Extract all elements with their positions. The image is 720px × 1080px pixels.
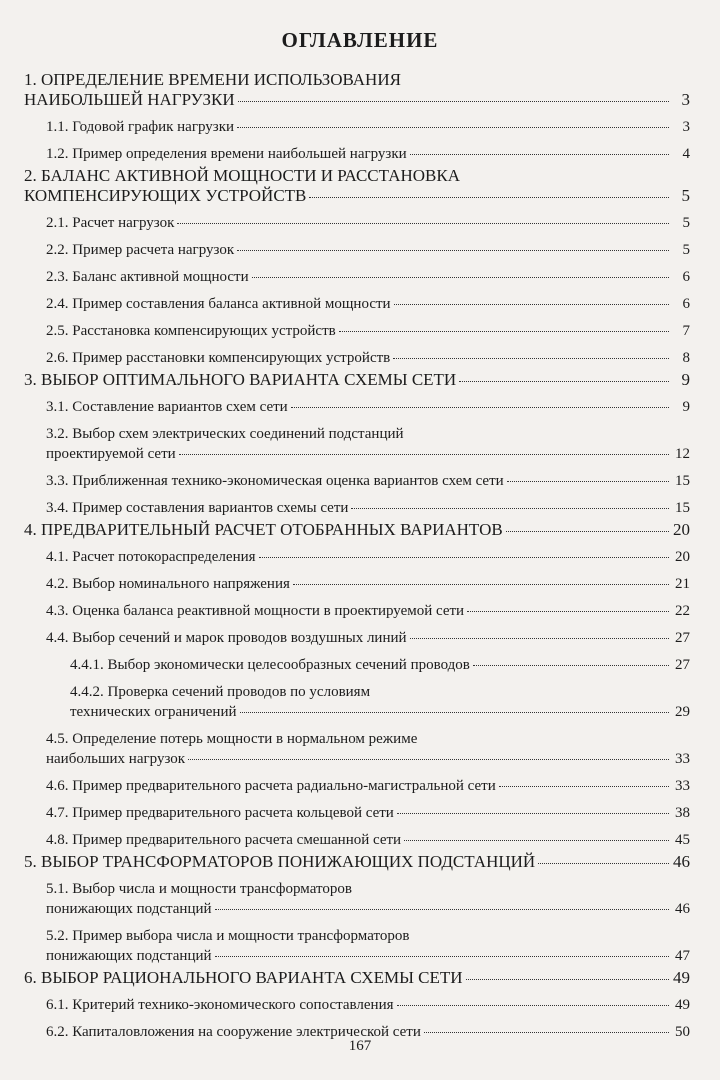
toc-entry bbox=[24, 471, 690, 491]
toc-entry bbox=[24, 294, 690, 314]
dot-leader bbox=[293, 584, 669, 585]
dot-leader bbox=[410, 154, 669, 155]
toc-entry-text: 4.8. Пример предварительного расчета смешанной сети bbox=[46, 832, 402, 848]
dot-leader bbox=[393, 358, 669, 359]
toc-page-number: 45 bbox=[675, 832, 690, 848]
toc-entry bbox=[24, 498, 690, 518]
dot-leader bbox=[188, 759, 669, 760]
dot-leader bbox=[177, 223, 669, 224]
toc-entry-text: 2.2. Пример расчета нагрузок bbox=[46, 242, 235, 258]
toc-page-number: 15 bbox=[675, 500, 690, 516]
toc-entry-text: 1.2. Пример определения времени наибольшей нагрузки bbox=[46, 146, 407, 162]
toc-page-number: 46 bbox=[675, 901, 690, 917]
toc-entry bbox=[24, 682, 690, 722]
toc-entry-text: 4.4.2. Проверка сечений проводов по условиям bbox=[70, 684, 371, 700]
dot-leader bbox=[240, 712, 669, 713]
toc-entry bbox=[24, 267, 690, 287]
toc-page-number: 5 bbox=[682, 215, 690, 231]
toc-page-number: 29 bbox=[675, 704, 690, 720]
toc-entry-text: 5. ВЫБОР ТРАНСФОРМАТОРОВ ПОНИЖАЮЩИХ ПОДСТАНЦИЙ bbox=[24, 852, 536, 871]
dot-leader bbox=[309, 197, 669, 198]
toc-page-number: 27 bbox=[675, 630, 690, 646]
toc-entry-text: 2.4. Пример составления баланса активной мощности bbox=[46, 296, 391, 312]
dot-leader bbox=[339, 331, 669, 332]
toc-page-number: 49 bbox=[673, 968, 690, 987]
dot-leader bbox=[410, 638, 669, 639]
toc-entry bbox=[24, 370, 690, 390]
toc-entry-text: 3. ВЫБОР ОПТИМАЛЬНОГО ВАРИАНТА СХЕМЫ СЕТИ bbox=[24, 370, 457, 389]
toc-page-number: 47 bbox=[675, 948, 690, 964]
toc-entry-text: 4.4. Выбор сечений и марок проводов воздушных линий bbox=[46, 630, 407, 646]
toc-entry bbox=[24, 213, 690, 233]
dot-leader bbox=[394, 304, 669, 305]
toc-entry bbox=[24, 968, 690, 988]
toc-entry bbox=[24, 601, 690, 621]
toc-entry-text: 3.4. Пример составления вариантов схемы сети bbox=[46, 500, 349, 516]
toc-entry bbox=[24, 628, 690, 648]
toc-entry bbox=[24, 144, 690, 164]
dot-leader bbox=[351, 508, 669, 509]
toc-page-number: 20 bbox=[673, 520, 690, 539]
toc-entry-text: проектируемой сети bbox=[46, 446, 176, 462]
toc-entry-text: наибольших нагрузок bbox=[46, 751, 186, 767]
toc-entry-text: 6. ВЫБОР РАЦИОНАЛЬНОГО ВАРИАНТА СХЕМЫ СЕТИ bbox=[24, 968, 463, 987]
toc-entry-text: 4.1. Расчет потокораспределения bbox=[46, 549, 256, 565]
toc-entry bbox=[24, 830, 690, 850]
dot-leader bbox=[237, 127, 669, 128]
toc-page-number: 7 bbox=[682, 323, 690, 339]
toc-page-number: 22 bbox=[675, 603, 690, 619]
dot-leader bbox=[397, 813, 669, 814]
toc-entry-text: 5.2. Пример выбора числа и мощности трансформаторов bbox=[46, 928, 410, 944]
toc-page-number: 27 bbox=[675, 657, 690, 673]
dot-leader bbox=[467, 611, 669, 612]
toc-entry-text: 2.5. Расстановка компенсирующих устройств bbox=[46, 323, 336, 339]
toc-entry-text: 4.4.1. Выбор экономически целесообразных сечений проводов bbox=[70, 657, 470, 673]
dot-leader bbox=[179, 454, 669, 455]
dot-leader bbox=[291, 407, 669, 408]
toc-entry-text: понижающих подстанций bbox=[46, 901, 212, 917]
page-number: 167 bbox=[348, 1038, 372, 1054]
toc-entry-text: 5.1. Выбор числа и мощности трансформаторов bbox=[46, 881, 352, 897]
dot-leader bbox=[424, 1032, 669, 1033]
toc-entry-text: 2.1. Расчет нагрузок bbox=[46, 215, 175, 231]
toc-page-number: 46 bbox=[673, 852, 690, 871]
toc-page-number: 5 bbox=[681, 186, 690, 205]
toc-page-number: 6 bbox=[682, 296, 690, 312]
toc-entry bbox=[24, 995, 690, 1015]
toc-entry bbox=[24, 397, 690, 417]
toc-entry-text: 3.2. Выбор схем электрических соединений подстанций bbox=[46, 426, 404, 442]
toc-page-number: 5 bbox=[682, 242, 690, 258]
toc-page-number: 3 bbox=[681, 90, 690, 109]
dot-leader bbox=[252, 277, 669, 278]
dot-leader bbox=[499, 786, 669, 787]
toc-entry-text: 1.1. Годовой график нагрузки bbox=[46, 119, 235, 135]
toc-entry-text: 2.6. Пример расстановки компенсирующих устройств bbox=[46, 350, 391, 366]
toc-entry-text: 2.3. Баланс активной мощности bbox=[46, 269, 249, 285]
toc-entry-text: 4.6. Пример предварительного расчета радиально-магистральной сети bbox=[46, 778, 496, 794]
toc-entry bbox=[24, 655, 690, 675]
toc-entry bbox=[24, 348, 690, 368]
toc-entry bbox=[24, 547, 690, 567]
toc-entry-text: понижающих подстанций bbox=[46, 948, 212, 964]
dot-leader bbox=[506, 531, 669, 532]
table-of-contents bbox=[24, 68, 690, 1042]
toc-entry bbox=[24, 424, 690, 464]
toc-entry bbox=[24, 852, 690, 872]
toc-entry-text: 4.3. Оценка баланса реактивной мощности в проектируемой сети bbox=[46, 603, 465, 619]
toc-entry-text: технических ограничений bbox=[70, 704, 237, 720]
toc-page-number: 8 bbox=[682, 350, 690, 366]
toc-entry-text: 3.1. Составление вариантов схем сети bbox=[46, 399, 288, 415]
toc-title: ОГЛАВЛЕНИЕ bbox=[281, 28, 439, 52]
toc-entry bbox=[24, 729, 690, 769]
toc-entry bbox=[24, 70, 690, 110]
dot-leader bbox=[238, 101, 669, 102]
toc-entry-text: НАИБОЛЬШЕЙ НАГРУЗКИ bbox=[24, 90, 235, 109]
toc-page-number: 33 bbox=[675, 751, 690, 767]
toc-entry-text: 1. ОПРЕДЕЛЕНИЕ ВРЕМЕНИ ИСПОЛЬЗОВАНИЯ bbox=[24, 70, 401, 89]
toc-entry bbox=[24, 117, 690, 137]
dot-leader bbox=[538, 863, 669, 864]
toc-page-number: 3 bbox=[682, 119, 690, 135]
dot-leader bbox=[215, 909, 669, 910]
dot-leader bbox=[473, 665, 669, 666]
toc-entry-text: 2. БАЛАНС АКТИВНОЙ МОЩНОСТИ И РАССТАНОВКА bbox=[24, 166, 460, 185]
toc-page-number: 9 bbox=[682, 399, 690, 415]
toc-entry bbox=[24, 240, 690, 260]
toc-entry bbox=[24, 574, 690, 594]
toc-entry bbox=[24, 166, 690, 206]
toc-entry-text: 6.1. Критерий технико-экономического сопоставления bbox=[46, 997, 394, 1013]
dot-leader bbox=[237, 250, 669, 251]
toc-entry-text: 4.2. Выбор номинального напряжения bbox=[46, 576, 290, 592]
toc-entry bbox=[24, 321, 690, 341]
toc-page-number: 49 bbox=[675, 997, 690, 1013]
dot-leader bbox=[259, 557, 669, 558]
toc-page-number: 12 bbox=[675, 446, 690, 462]
toc-entry bbox=[24, 776, 690, 796]
toc-entry-text: 4.7. Пример предварительного расчета кольцевой сети bbox=[46, 805, 394, 821]
toc-entry-text: 6.2. Капиталовложения на сооружение электрической сети bbox=[46, 1024, 421, 1040]
toc-page-number: 4 bbox=[682, 146, 690, 162]
toc-entry bbox=[24, 926, 690, 966]
toc-page-number: 38 bbox=[675, 805, 690, 821]
toc-page-number: 21 bbox=[675, 576, 690, 592]
toc-page-number: 6 bbox=[682, 269, 690, 285]
toc-entry-text: 4.5. Определение потерь мощности в нормальном режиме bbox=[46, 731, 418, 747]
toc-entry bbox=[24, 803, 690, 823]
toc-page-number: 15 bbox=[675, 473, 690, 489]
dot-leader bbox=[397, 1005, 670, 1006]
toc-page-number: 33 bbox=[675, 778, 690, 794]
toc-entry-text: КОМПЕНСИРУЮЩИХ УСТРОЙСТВ bbox=[24, 186, 307, 205]
toc-entry bbox=[24, 879, 690, 919]
toc-entry-text: 3.3. Приближенная технико-экономическая оценка вариантов схем сети bbox=[46, 473, 504, 489]
toc-page-number: 20 bbox=[675, 549, 690, 565]
toc-entry bbox=[24, 520, 690, 540]
dot-leader bbox=[215, 956, 669, 957]
toc-page-number: 50 bbox=[675, 1024, 690, 1040]
dot-leader bbox=[459, 381, 669, 382]
dot-leader bbox=[404, 840, 669, 841]
dot-leader bbox=[507, 481, 669, 482]
toc-page-number: 9 bbox=[681, 370, 690, 389]
toc-entry-text: 4. ПРЕДВАРИТЕЛЬНЫЙ РАСЧЕТ ОТОБРАННЫХ ВАРИАНТОВ bbox=[24, 520, 503, 539]
dot-leader bbox=[466, 979, 669, 980]
